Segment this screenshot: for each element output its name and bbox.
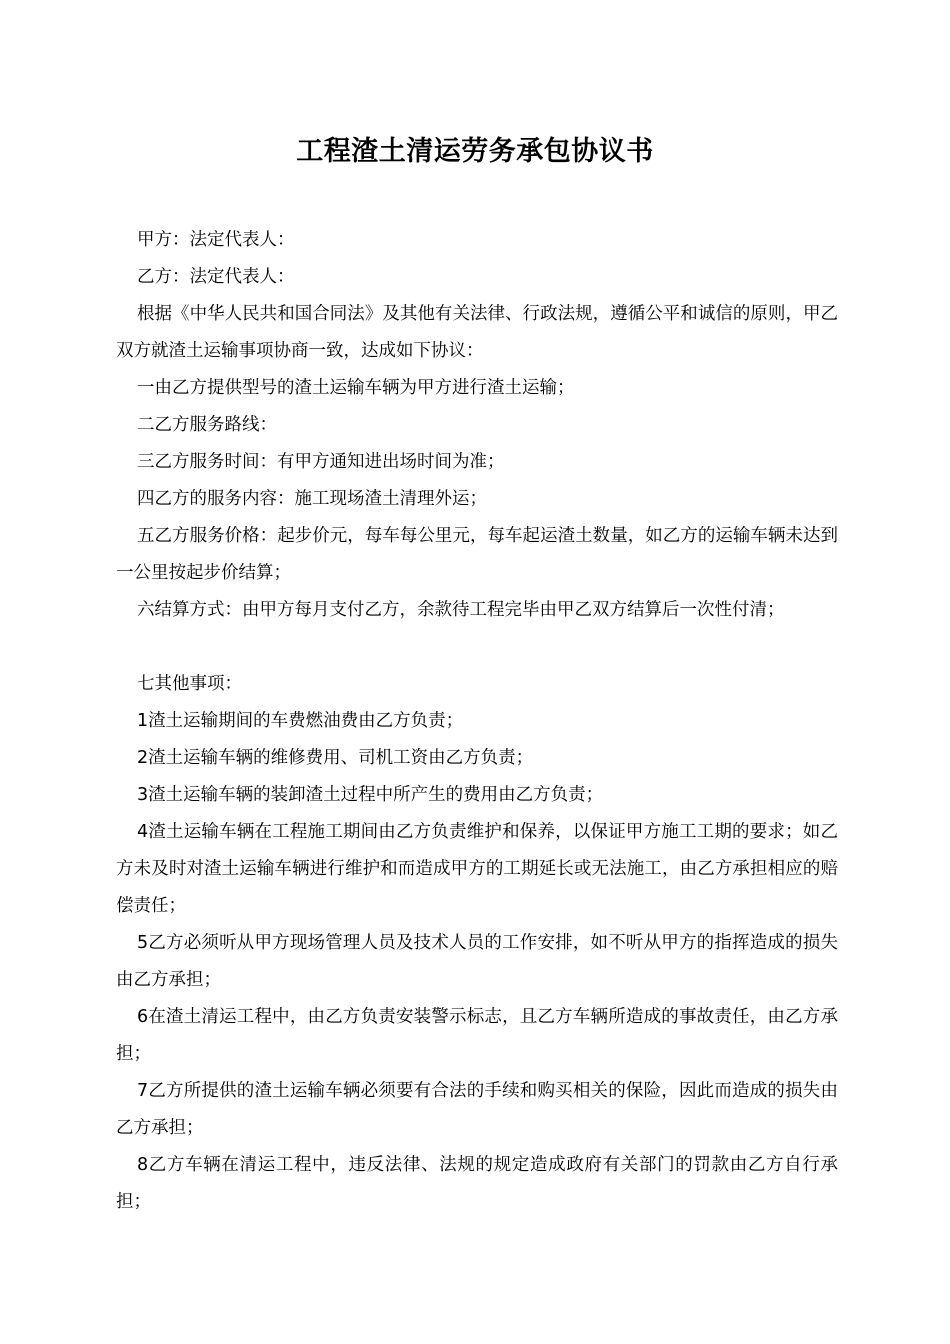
document-body xyxy=(116,222,838,1221)
clause-3: 三乙方服务时间：有甲方通知进出场时间为准； xyxy=(137,452,505,472)
document-title: 工程渣土清运劳务承包协议书 xyxy=(296,136,654,167)
paragraph-spacer xyxy=(116,629,838,666)
other-matter-item: 5乙方必须听从甲方现场管理人员及技术人员的工作安排，如不听从甲方的指挥造成的损失由乙方承担； xyxy=(116,933,838,990)
preamble-paragraph: 根据《中华人民共和国合同法》及其他有关法律、行政法规，遵循公平和诚信的原则，甲乙双方就渣土运输事项协商一致，达成如下协议： xyxy=(116,304,838,361)
clause-2: 二乙方服务路线： xyxy=(137,415,277,435)
party-a-line: 甲方：法定代表人： xyxy=(137,230,295,250)
other-matter-item: 4渣土运输车辆在工程施工期间由乙方负责维护和保养，以保证甲方施工工期的要求；如乙方未及时对渣土运输车辆进行维护和而造成甲方的工期延长或无法施工，由乙方承担相应的赔偿责任； xyxy=(116,822,838,916)
clause-5: 五乙方服务价格：起步价元，每车每公里元，每车起运渣土数量，如乙方的运输车辆未达到一公里按起步价结算； xyxy=(116,526,838,583)
other-matters-heading: 七其他事项： xyxy=(137,674,242,694)
other-matter-item: 6在渣土清运工程中，由乙方负责安装警示标志，且乙方车辆所造成的事故责任，由乙方承担； xyxy=(116,1007,838,1064)
clause-1: 一由乙方提供型号的渣土运输车辆为甲方进行渣土运输； xyxy=(137,378,575,398)
other-matter-item: 7乙方所提供的渣土运输车辆必须要有合法的手续和购买相关的保险，因此而造成的损失由乙方承担； xyxy=(116,1081,838,1138)
clause-4: 四乙方的服务内容：施工现场渣土清理外运； xyxy=(137,489,487,509)
other-matter-item: 1渣土运输期间的车费燃油费由乙方负责； xyxy=(137,711,464,731)
other-matter-item: 3渣土运输车辆的装卸渣土过程中所产生的费用由乙方负责； xyxy=(137,785,604,805)
other-matter-item: 8乙方车辆在清运工程中，违反法律、法规的规定造成政府有关部门的罚款由乙方自行承担； xyxy=(116,1155,838,1212)
party-b-line: 乙方：法定代表人： xyxy=(137,267,295,287)
other-matter-item: 2渣土运输车辆的维修费用、司机工资由乙方负责； xyxy=(137,748,534,768)
clause-6: 六结算方式：由甲方每月支付乙方，余款待工程完毕由甲乙双方结算后一次性付清； xyxy=(137,600,785,620)
